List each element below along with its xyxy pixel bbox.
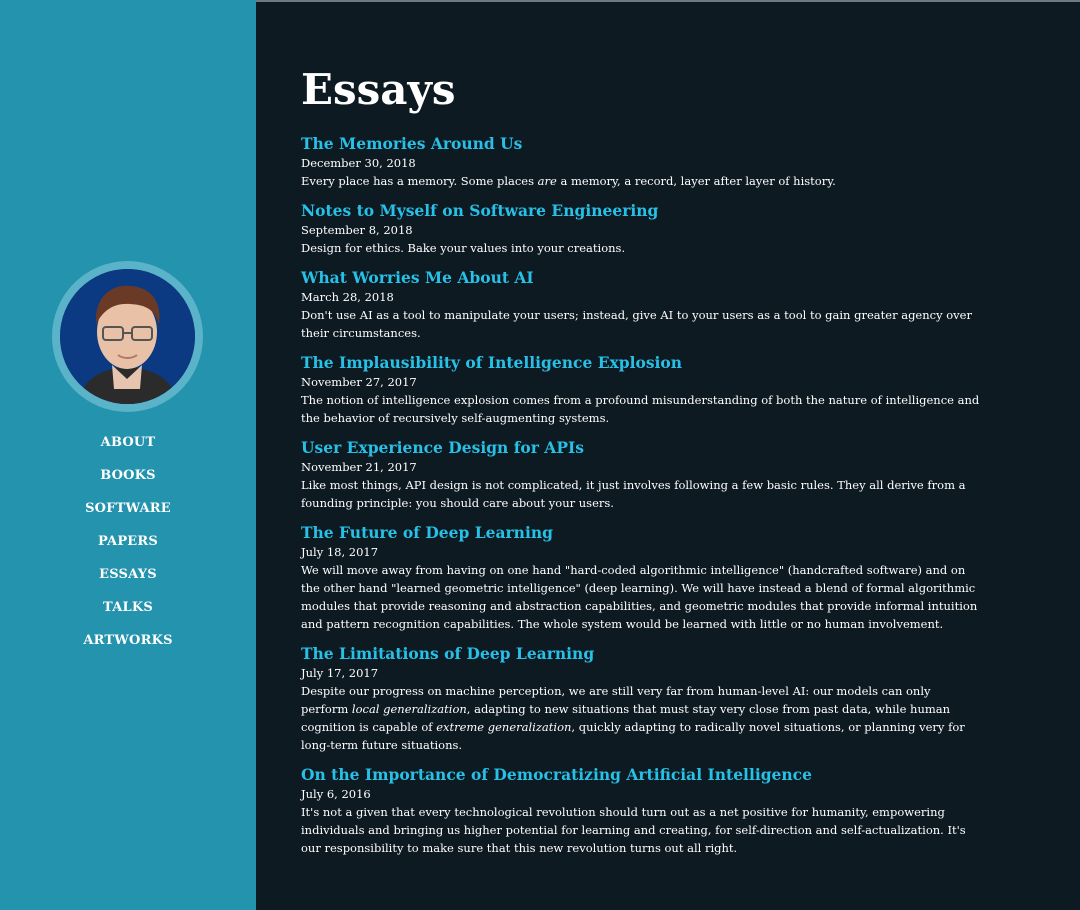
essay-list	[301, 134, 981, 857]
essay-date: March 28, 2018	[301, 290, 394, 304]
essay-date: July 18, 2017	[301, 545, 379, 559]
summary-text: Don't use AI as a tool to manipulate your users; instead, give AI to your users as a tool to gain greater agency over their circumstances.	[301, 308, 972, 340]
essay-item	[301, 201, 981, 257]
essay-date: July 17, 2017	[301, 666, 379, 680]
essay-item	[301, 523, 981, 633]
nav-item-papers[interactable]: PAPERS	[98, 534, 158, 549]
main-nav	[0, 432, 256, 663]
essay-summary	[301, 391, 981, 427]
essay-title-link[interactable]: Notes to Myself on Software Engineering	[301, 201, 659, 220]
essay-title-link[interactable]: User Experience Design for APIs	[301, 438, 584, 457]
essay-title-link[interactable]: The Limitations of Deep Learning	[301, 644, 595, 663]
essay-date: November 27, 2017	[301, 375, 417, 389]
essay-summary	[301, 239, 981, 257]
summary-text: Design for ethics. Bake your values into your creations.	[301, 241, 626, 255]
summary-text: , quickly adapting to radically novel situations, or planning very for long-term future situations.	[301, 720, 965, 752]
top-divider	[256, 0, 1080, 2]
essay-summary	[301, 306, 981, 342]
summary-text: We will move away from having on one hand "hard-coded algorithmic intelligence" (handcrafted software) and on the other hand "learned geometric intelligence" (deep learning). We will have instead a blend of formal algorithmic modules that provide reasoning and abstraction capabilities, and geometric modules that provide informal intuition and pattern recognition capabilities. The whole system would be learned with little or no human involvement.	[301, 563, 978, 631]
summary-text: Every place has a memory. Some places	[301, 174, 538, 188]
summary-text: a memory, a record, layer after layer of history.	[556, 174, 836, 188]
nav-item-books[interactable]: BOOKS	[100, 468, 156, 483]
avatar-ring	[52, 261, 203, 412]
essay-date: December 30, 2018	[301, 156, 416, 170]
essay-date: November 21, 2017	[301, 460, 417, 474]
essay-date: September 8, 2018	[301, 223, 413, 237]
main-content	[301, 58, 981, 868]
essay-summary	[301, 803, 981, 857]
summary-emphasis: are	[537, 174, 557, 188]
essay-item	[301, 134, 981, 190]
nav-item-essays[interactable]: ESSAYS	[99, 567, 157, 582]
essay-summary	[301, 561, 981, 633]
essay-item	[301, 644, 981, 754]
summary-text: The notion of intelligence explosion comes from a profound misunderstanding of both the nature of intelligence and the behavior of recursively self-augmenting systems.	[301, 393, 980, 425]
essay-item	[301, 765, 981, 857]
summary-emphasis: extreme generalization	[436, 720, 572, 734]
summary-emphasis: local generalization	[351, 702, 467, 716]
summary-text: It's not a given that every technological revolution should turn out as a net positive for humanity, empowering individuals and bringing us higher potential for learning and creating, for self-direction and self-actualization. It's our responsibility to make sure that this new revolution turns out all right.	[301, 805, 966, 855]
essay-summary	[301, 172, 981, 190]
summary-text: , adapting to new situations that must stay very close from past data, while human cognition is capable of	[301, 702, 951, 734]
summary-text: Despite our progress on machine perception, we are still very far from human-level AI: our models can only perform	[301, 684, 931, 716]
essay-title-link[interactable]: The Memories Around Us	[301, 134, 523, 153]
essay-item	[301, 268, 981, 342]
nav-item-talks[interactable]: TALKS	[103, 600, 153, 615]
essay-date: July 6, 2016	[301, 787, 371, 801]
essay-item	[301, 353, 981, 427]
avatar	[60, 269, 195, 404]
essay-item	[301, 438, 981, 512]
essay-title-link[interactable]: What Worries Me About AI	[301, 268, 534, 287]
essay-title-link[interactable]: The Implausibility of Intelligence Explosion	[301, 353, 683, 372]
profile-photo	[60, 269, 195, 404]
essay-summary	[301, 476, 981, 512]
summary-text: Like most things, API design is not complicated, it just involves following a few basic rules. They all derive from a founding principle: you should care about your users.	[301, 478, 966, 510]
page-title: Essays	[301, 65, 456, 114]
essay-title-link[interactable]: On the Importance of Democratizing Artificial Intelligence	[301, 765, 812, 784]
sidebar	[0, 0, 256, 910]
nav-item-about[interactable]: ABOUT	[100, 435, 156, 450]
nav-item-artworks[interactable]: ARTWORKS	[83, 633, 173, 648]
essay-title-link[interactable]: The Future of Deep Learning	[301, 523, 553, 542]
nav-item-software[interactable]: SOFTWARE	[85, 501, 171, 516]
essay-summary	[301, 682, 981, 754]
